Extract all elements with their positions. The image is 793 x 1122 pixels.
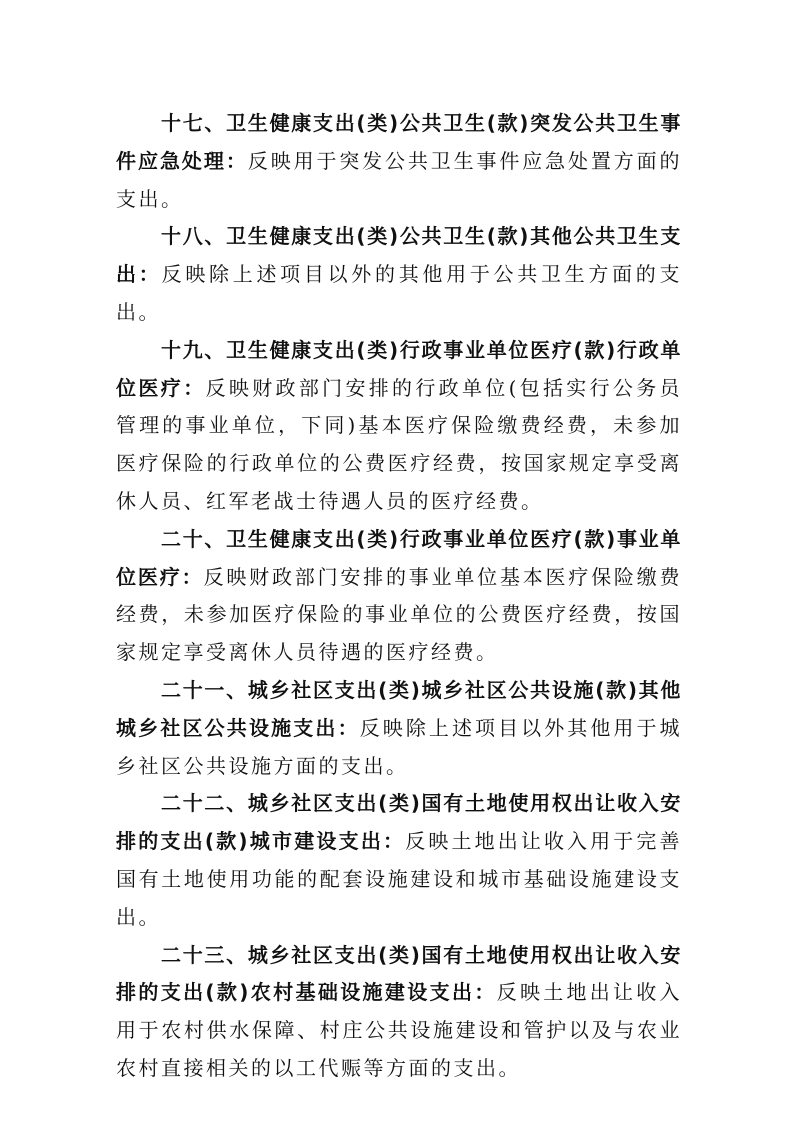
paragraph-heading: 二十、卫生健康支出(类)行政事业单位医疗(款)事业单位医疗：	[116, 526, 682, 589]
paragraph-21	[116, 672, 682, 785]
paragraph-text: 反映财政部门安排的事业单位基本医疗保险缴费经费，未参加医疗保险的事业单位的公费医疗经费，按国家规定享受离休人员待遇的医疗经费。	[116, 564, 683, 665]
paragraph-text: 反映除上述项目以外其他用于城乡社区公共设施方面的支出。	[116, 715, 683, 778]
paragraph-text: 反映除上述项目以外的其他用于公共卫生方面的支出。	[116, 262, 683, 324]
paragraph-19	[116, 332, 682, 521]
document-body	[116, 105, 682, 1088]
paragraph-text: 反映土地出让收入用于完善国有土地使用功能的配套设施建设和城市基础设施建设支出。	[116, 829, 683, 929]
paragraph-23	[116, 937, 682, 1088]
paragraph-18	[116, 218, 682, 331]
paragraph-text: 反映财政部门安排的行政单位(包括实行公务员管理的事业单位，下同)基本医疗保险缴费经费，未参加医疗保险的行政单位的公费医疗经费，按国家规定享受离休人员、红军老战士待遇人员的医疗经费。	[116, 375, 682, 513]
paragraph-20	[116, 521, 682, 672]
paragraph-text: 反映土地出让收入用于农村供水保障、村庄公共设施建设和管护以及与农业农村直接相关的以工代赈等方面的支出。	[116, 980, 682, 1080]
paragraph-heading: 十七、卫生健康支出(类)公共卫生(款)突发公共卫生事件应急处理：	[116, 111, 682, 173]
paragraph-heading: 二十三、城乡社区支出(类)国有土地使用权出让收入安排的支出(款)农村基础设施建设支出：	[116, 942, 682, 1005]
paragraph-17	[116, 105, 682, 218]
paragraph-heading: 十八、卫生健康支出(类)公共卫生(款)其他公共卫生支出：	[116, 224, 682, 287]
paragraph-heading: 二十二、城乡社区支出(类)国有土地使用权出让收入安排的支出(款)城市建设支出：	[116, 791, 682, 854]
paragraph-22	[116, 785, 682, 936]
paragraph-heading: 十九、卫生健康支出(类)行政事业单位医疗(款)行政单位医疗：	[116, 337, 682, 400]
paragraph-text: 反映用于突发公共卫生事件应急处置方面的支出。	[116, 148, 682, 211]
paragraph-heading: 二十一、城乡社区支出(类)城乡社区公共设施(款)其他城乡社区公共设施支出：	[116, 677, 682, 740]
